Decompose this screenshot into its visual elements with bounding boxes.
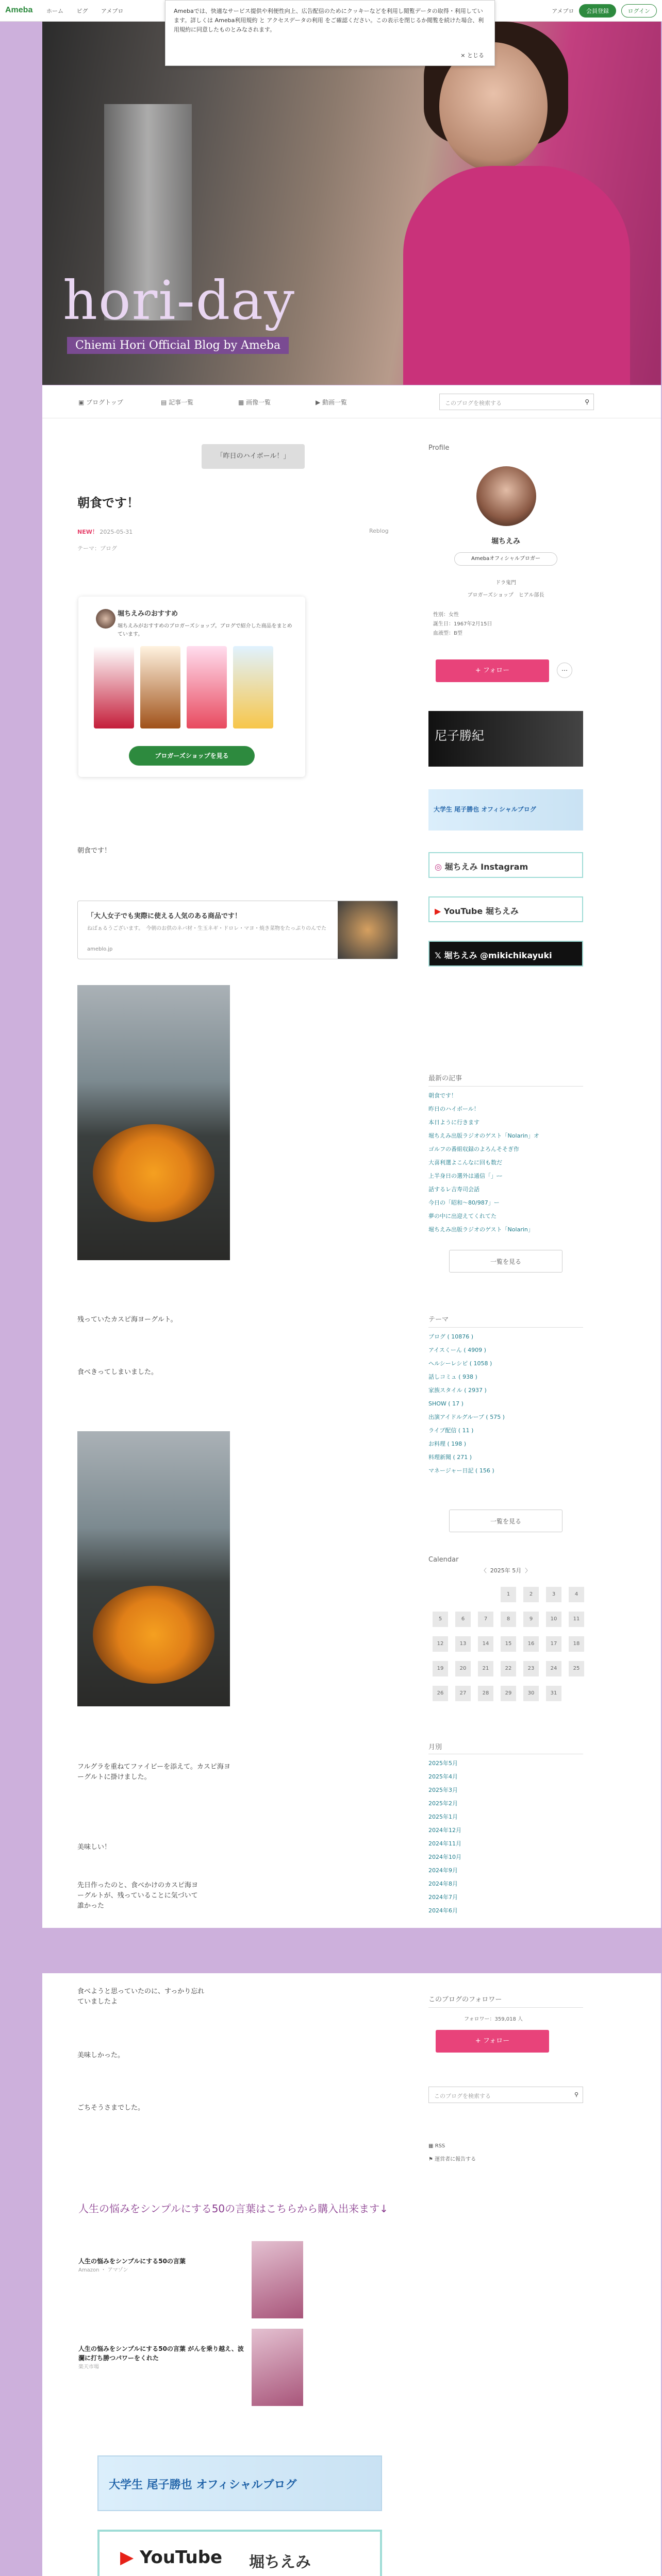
post-text-7: 食べようと思っていたのに、すっかり忘れていましたよ [77,1988,205,2006]
post-text-4: フルグラを重ねてファイビーを添えて。カスピ海ヨーグルトに掛けました。 [77,1763,230,1781]
calendar-day[interactable]: 2 [520,1583,542,1606]
theme-item[interactable]: SHOW ( 17 ) [428,1400,464,1407]
recent-heading: 最新の記事 [428,1075,462,1082]
post-text-5: 美味しい！ [77,1843,111,1851]
post-text-8: 美味しかった。 [77,2052,125,2059]
calendar-day[interactable]: 18 [566,1632,587,1656]
calendar-day[interactable]: 5 [429,1607,451,1631]
theme-heading: テーマ [428,1316,449,1324]
cal-prev-icon[interactable]: 〈 [481,1567,487,1574]
recent-item[interactable]: 朝食です！ [428,1092,457,1099]
recent-item[interactable]: 本日ように行きます [428,1119,479,1126]
menu-images[interactable]: ▦ 画像一覧 [238,399,271,406]
cookie-notice [165,0,495,66]
login-button[interactable]: ログイン [621,4,657,18]
top-right [552,4,657,18]
post-photo-1[interactable] [77,985,230,1260]
calendar-day[interactable] [475,1583,496,1606]
profile-avatar[interactable] [476,466,536,526]
recent-item[interactable]: 堀ちえみ出版ラジオのゲスト「Nolarin」オ [428,1132,539,1139]
cookie-text: Amebaでは、快適なサービス提供や利便性向上、広告配信のためにクッキーなどを利用し閲覧データの取得・利用しています。詳しくは Ameba利用規約 と アクセスデータの利用 をご確認ください。この表示を閉じるか閲覧を続けた場合、利用規約に同意したものとみなされます。 [174,8,484,33]
sidebar-banner-1[interactable]: 尼子勝紀 [428,711,583,767]
rec-avatar [96,609,115,629]
calendar-day[interactable]: 13 [452,1632,474,1656]
blog-menubar [42,385,661,418]
post-text-1: 朝食です！ [77,847,111,855]
rss-link[interactable]: ▦ RSS [428,2143,445,2149]
product-1[interactable] [94,646,134,728]
calendar-grid [428,1582,588,1706]
calendar-day[interactable]: 7 [475,1607,496,1631]
calendar-heading: Calendar [428,1556,459,1564]
archive-heading: 月別 [428,1743,442,1751]
theme-more-button[interactable]: 一覧を見る [449,1510,562,1532]
book-cover-2[interactable] [252,2329,303,2406]
calendar-day[interactable]: 25 [566,1657,587,1681]
archive-item[interactable]: 2025年5月 [428,1760,458,1767]
card-thumbnail [338,901,398,959]
calendar-day[interactable]: 28 [475,1682,496,1705]
follow-button[interactable]: + フォロー [436,659,549,682]
cookie-close-button[interactable]: × とじる [460,52,484,59]
recent-item[interactable]: 上半身日の選外は通信「」ｰｰ [428,1173,502,1179]
cal-next-icon[interactable]: 〉 [525,1567,531,1574]
reblog-link[interactable]: Reblog [369,528,389,534]
follow-button-2[interactable]: + フォロー [436,2030,549,2053]
theme-item[interactable]: 料理新聞 ( 271 ) [428,1454,472,1461]
theme-item[interactable]: ブログ ( 10876 ) [428,1333,474,1340]
post-text-3: 食べきってしまいました。 [77,1368,158,1376]
calendar-day[interactable] [429,1583,451,1606]
archive-list [428,1757,461,1918]
theme-item[interactable]: マネージャー日記 ( 156 ) [428,1467,494,1474]
calendar-day[interactable]: 27 [452,1682,474,1705]
recent-list [428,1089,539,1236]
theme-item[interactable]: アイスくーん ( 4909 ) [428,1347,486,1353]
theme-item[interactable]: ヘルシーレシピ ( 1058 ) [428,1360,492,1367]
product-4[interactable] [233,646,273,728]
calendar-day[interactable]: 20 [452,1657,474,1681]
sidebar-banner-blog[interactable]: 大学生 尾子勝也 オフィシャルブログ [428,789,583,831]
calendar-day[interactable]: 11 [566,1607,587,1631]
recent-item[interactable]: 堀ちえみ出版ラジオのゲスト「Nolarin」 [428,1226,534,1233]
page-gap [0,1928,662,1973]
calendar-day[interactable]: 24 [543,1657,565,1681]
nav-amepro[interactable]: アメプロ [101,8,124,14]
theme-list [428,1330,505,1478]
rec-title: 堀ちえみのおすすめ [118,610,178,618]
calendar-day[interactable] [566,1682,587,1705]
calendar-day[interactable]: 3 [543,1583,565,1606]
profile-heading: Profile [428,444,450,452]
report-link[interactable]: ⚑ 運営者に報告する [428,2157,476,2162]
calendar-day[interactable]: 4 [566,1583,587,1606]
book-purchase-heading[interactable]: 人生の悩みをシンプルにする50の言葉はこちらから購入出来ます↓ [78,2202,388,2215]
post-text-9: ごちそうさまでした。 [77,2104,145,2112]
search-icon[interactable]: ⚲ [585,398,589,405]
post-title[interactable]: 朝食です！ [77,496,139,510]
blog-title: hori-day [63,269,296,332]
post-text-6: 先日作ったのと、食べかけのカスピ海ヨーグルトが、残っていることに気づいて誰かった [77,1882,198,1910]
recent-item[interactable]: 夢の中に出迎えてくれてた [428,1213,496,1219]
calendar-day[interactable]: 22 [498,1657,519,1681]
followers-count: フォロワー：359,018 人 [464,2016,523,2022]
archive-item[interactable]: 2025年4月 [428,1773,458,1780]
search-icon[interactable]: ⚲ [574,2091,578,2098]
product-3[interactable] [187,646,227,728]
recent-more-button[interactable]: 一覧を見る [449,1250,562,1273]
profile-info-5: 血液型：B型 [433,631,462,636]
post-text-2: 残っていたカスピ海ヨーグルト。 [77,1316,177,1324]
banner-youtube-big[interactable]: ▶ YouTube 堀ちえみ [97,2530,382,2576]
calendar-day[interactable]: 10 [543,1607,565,1631]
youtube-icon: ▶ [435,906,441,916]
blog-header-image[interactable] [42,22,661,385]
calendar-day[interactable]: 31 [543,1682,565,1705]
calendar-day[interactable]: 17 [543,1632,565,1656]
product-2[interactable] [140,646,180,728]
archive-item[interactable]: 2025年2月 [428,1800,458,1807]
profile-info-4: 誕生日：1967年2月15日 [433,621,492,627]
archive-item[interactable]: 2024年6月 [428,1907,458,1914]
calendar-day[interactable]: 29 [498,1682,519,1705]
theme-item[interactable]: 家族スタイル ( 2937 ) [428,1387,487,1394]
calendar-day[interactable]: 30 [520,1682,542,1705]
archive-item[interactable]: 2024年10月 [428,1854,461,1860]
yogurt-bowl-image [93,1124,214,1222]
book-item-2[interactable]: 人生の悩みをシンプルにする50の言葉 がんを乗り越え、波瀾に打ち勝つパワーをくれた 楽天市場 [78,2345,244,2370]
calendar-day[interactable]: 15 [498,1632,519,1656]
sidebar-search-input[interactable]: このブログを検索する ⚲ [428,2087,583,2103]
archive-item[interactable]: 2025年3月 [428,1787,458,1793]
calendar-day[interactable]: 1 [498,1583,519,1606]
archive-item[interactable]: 2024年12月 [428,1827,461,1834]
profile-info-1: ドラ鬼門 [495,580,516,586]
sidebar-banner-x[interactable]: 𝕏 堀ちえみ @mikichikayuki [428,941,583,967]
card-desc: ねばぁるうございます。 今朝のお供のネバ材・生玉ネギ・ドロレ・マヨ・焼き菜物をたっぷりのんでた [87,926,327,931]
profile-info-2: ブロガーズショップ ヒアル部長 [467,592,544,598]
theme-item[interactable]: ライブ配信 ( 11 ) [428,1427,474,1434]
post-theme[interactable]: テーマ：ブログ [77,545,117,552]
post-meta: NEW！ 2025-05-31 [77,529,133,535]
divider [428,1086,583,1087]
calendar-day[interactable]: 26 [429,1682,451,1705]
calendar-day[interactable]: 12 [429,1632,451,1656]
calendar-day[interactable]: 21 [475,1657,496,1681]
followers-heading: このブログのフォロワー [428,1996,502,2004]
official-badge[interactable]: Amebaオフィシャルブロガー [454,552,557,566]
calendar-day[interactable]: 9 [520,1607,542,1631]
recommend-box [78,597,305,777]
rec-text: 堀ちえみがおすすめのブロガーズショップ。ブログで紹介した商品をまとめています。 [118,623,292,637]
theme-item[interactable]: お料理 ( 198 ) [428,1440,467,1447]
sidebar-banner-instagram[interactable]: ◎ 堀ちえみ Instagram [428,852,583,878]
youtube-icon: ▶ YouTube [120,2547,223,2568]
sidebar-banner-youtube[interactable]: ▶ YouTube 堀ちえみ [428,896,583,922]
ameba-logo[interactable]: Ameba [5,6,33,14]
top-nav [46,7,135,15]
more-options-icon[interactable]: ⋯ [557,663,572,678]
theme-item[interactable]: 出演アイドルグループ ( 575 ) [428,1414,505,1420]
archive-item[interactable]: 2025年1月 [428,1814,458,1820]
archive-item[interactable]: 2024年8月 [428,1880,458,1887]
recent-item[interactable]: 今日の「昭和〜80/987」ー [428,1199,500,1206]
recent-item[interactable]: ゴルフの番組収録のよろんそそぎ作 [428,1146,519,1153]
divider [428,1327,583,1328]
recent-item[interactable]: 大喜利選よこんなに回も数だ [428,1159,502,1166]
archive-item[interactable]: 2024年11月 [428,1840,461,1847]
card-url: ameblo.jp [87,946,113,952]
calendar-month: 〈 2025年 5月 〉 [481,1567,531,1574]
calendar-day[interactable]: 14 [475,1632,496,1656]
header-body [403,166,630,385]
menu-blog-top[interactable]: ▣ ブログトップ [78,399,123,406]
archive-item[interactable]: 2024年7月 [428,1894,458,1901]
register-button[interactable]: 会員登録 [579,4,616,18]
card-title: 「大人女子でも実際に使える人気のある商品です！ [87,912,242,920]
banner-blog-big[interactable]: 大学生 尾子勝也 オフィシャルブログ [97,2455,382,2511]
calendar-day[interactable]: 6 [452,1607,474,1631]
profile-name[interactable]: 堀ちえみ [491,537,520,546]
recent-item[interactable]: 話するレ吉寿司会話 [428,1186,479,1193]
calendar-day[interactable]: 19 [429,1657,451,1681]
amebro-link[interactable]: アメブロ [552,8,574,14]
recent-item[interactable]: 昨日のハイボール！ [428,1106,479,1112]
calendar-day[interactable]: 16 [520,1632,542,1656]
blog-search-input[interactable]: このブログを検索する ⚲ [439,394,594,410]
book-item-1[interactable]: 人生の悩みをシンプルにする50の言葉 Amazon ・ アマゾン [78,2258,186,2273]
nav-home[interactable]: ホーム [46,8,63,14]
post-photo-2[interactable] [77,1431,230,1706]
menu-articles[interactable]: ▤ 記事一覧 [161,399,194,406]
x-icon: 𝕏 [435,951,441,960]
calendar-day[interactable] [452,1583,474,1606]
calendar-day[interactable]: 23 [520,1657,542,1681]
divider [428,2007,583,2008]
profile-info-3: 性別：女性 [433,612,459,618]
theme-item[interactable]: 話しコミュ ( 938 ) [428,1374,477,1380]
archive-item[interactable]: 2024年9月 [428,1867,458,1874]
menu-videos[interactable]: ▶ 動画一覧 [316,399,347,406]
shop-button[interactable]: ブロガーズショップを見る [129,746,255,766]
nav-pigg[interactable]: ピグ [76,8,88,14]
link-card[interactable] [77,901,398,959]
calendar-day[interactable]: 8 [498,1607,519,1631]
prev-post-button[interactable]: 「昨日のハイボール！」 [202,444,305,469]
book-cover-1[interactable] [252,2241,303,2318]
yogurt-bowl-image [93,1586,214,1684]
instagram-icon: ◎ [435,862,442,872]
blog-subtitle: Chiemi Hori Official Blog by Ameba [67,337,289,354]
